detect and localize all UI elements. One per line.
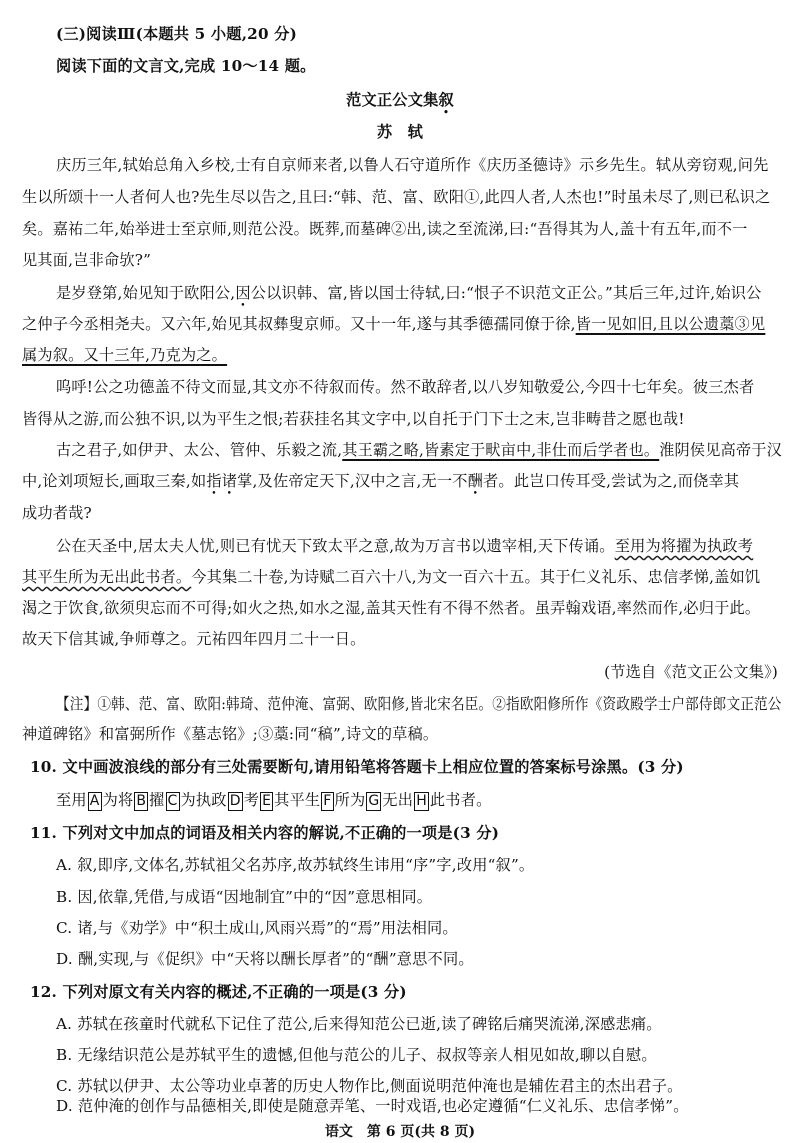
dotted-char-zhi: 指 — [206, 472, 222, 490]
p2-line1 — [56, 283, 762, 303]
wavy-line-part2: 其平生所为无出此书者。 — [22, 568, 192, 586]
dotted-char-yin: 因 — [235, 284, 251, 302]
p1-line2: 生以所颂十一人者何人也?先生尽以告之,且曰:“韩、范、富、欧阳①,此四人者,人杰也!”时虽未尽了,则已私识之 — [22, 188, 771, 206]
dotted-char-chou: 酬 — [467, 472, 484, 490]
q10-seg-7: 所为 — [334, 791, 366, 809]
q10-seg-4: 为执政 — [180, 791, 227, 809]
q10-seg-5: 考 — [243, 791, 260, 809]
answer-box-g[interactable]: G — [368, 793, 380, 809]
p4-line3: 成功者哉? — [22, 504, 92, 522]
p4-text-b: 淮阴侯见高帝于汉 — [659, 441, 782, 459]
q12-option-d: D. 范仲淹的创作与品德相关,即使是随意弄笔、一时戏语,也必定遵循“仁义礼乐、忠信孝悌”。 — [56, 1097, 689, 1115]
p4-line2 — [22, 471, 739, 491]
answer-box-f[interactable]: F — [323, 793, 332, 809]
underlined-sentence-1b: 属为叙。又十三年,乃克为之。 — [22, 346, 228, 364]
source-citation: (节选自《范文正公文集》) — [604, 663, 778, 681]
q11-stem: 11. 下列对文中加点的词语及相关内容的解说,不正确的一项是(3 分) — [30, 824, 500, 842]
q10-seg-1: 至用 — [56, 791, 87, 809]
wavy-line-part1: 至用为将擢为执政考 — [614, 537, 754, 555]
q10-answer-line — [56, 790, 491, 811]
q10-seg-6: 其平生 — [274, 791, 321, 809]
p5-text-a: 公在天圣中,居太夫人忧,则已有忧天下致太平之意,故为万言书以遗宰相,天下传诵。 — [56, 537, 615, 555]
note-line2: 神道碑铭》和富弼所作《墓志铭》;③藁:同“稿”,诗文的草稿。 — [22, 725, 439, 743]
answer-box-a[interactable]: A — [89, 793, 100, 809]
dotted-char-zhu: 诸 — [221, 472, 238, 490]
p4-text-d: 掌,及佐帝定天下,汉中之言,无一不 — [237, 472, 468, 490]
p3-line2: 皆得从之游,而公独不识,以为平生之恨;若获挂名其文字中,以自托于门下士之末,岂非畴昔之愿也哉! — [22, 410, 685, 428]
p5-line4: 故天下信其诚,争师尊之。元祐四年四月二十一日。 — [22, 630, 366, 648]
p5-text-b: 今其集二十卷,为诗赋二百六十八,为文一百六十五。其于仁义礼乐、忠信孝悌,盖如饥 — [191, 568, 761, 586]
p1-line3: 矣。嘉祐二年,始举进士至京师,则范公没。既葬,而墓碑②出,读之至流涕,曰:“吾得其为人,盖十有五年,而不一 — [22, 220, 748, 238]
p2-text-a: 是岁登第,始见知于欧阳公, — [56, 284, 236, 302]
p4-text-a: 古之君子,如伊尹、太公、管仲、乐毅之流, — [56, 441, 343, 459]
q12-option-b: B. 无缘结识范公是苏轼平生的遗憾,但他与范公的儿子、叔叔等亲人相见如故,聊以自慰。 — [56, 1046, 657, 1064]
q11-option-d: D. 酬,实现,与《促织》中“天将以酬长厚者”的“酬”意思不同。 — [56, 950, 474, 968]
answer-box-d[interactable]: D — [229, 793, 241, 809]
note-line1: 【注】①韩、范、富、欧阳:韩琦、范仲淹、富弼、欧阳修,皆北宋名臣。②指欧阳修所作《资政殿学士户部侍郎文正范公 — [56, 695, 782, 713]
q11-option-c: C. 诸,与《劝学》中“积土成山,风雨兴焉”的“焉”用法相同。 — [56, 919, 458, 937]
p2-text-c: 之仲子今丞相尧夫。又六年,始见其叔彝叟京师。又十一年,遂与其季德孺同僚于徐, — [22, 315, 576, 333]
section-instruction: 阅读下面的文言文,完成 10～14 题。 — [56, 57, 316, 75]
p2-line3 — [22, 345, 227, 365]
title-text: 范文正公文集 — [346, 91, 439, 109]
q11-option-a: A. 叙,即序,文体名,苏轼祖父名苏序,故苏轼终生讳用“序”字,改用“叙”。 — [56, 856, 535, 874]
p1-line4: 见其面,岂非命欤?” — [22, 251, 152, 269]
underlined-sentence-1a: 皆一见如旧,且以公遗藁③见 — [575, 315, 766, 333]
answer-box-e[interactable]: E — [262, 793, 272, 809]
p4-text-c: 中,论刘项短长,画取三秦,如 — [22, 472, 207, 490]
q12-option-c: C. 苏轼以伊尹、太公等功业卓著的历史人物作比,侧面说明范仲淹也是辅佐君主的杰出君子。 — [56, 1077, 683, 1095]
answer-box-c[interactable]: C — [167, 793, 178, 809]
q11-option-b: B. 因,依靠,凭借,与成语“因地制宜”中的“因”意思相同。 — [56, 888, 433, 906]
p5-line2 — [22, 567, 760, 587]
q10-seg-3: 擢 — [149, 791, 165, 809]
p5-line3: 渴之于饮食,欲须臾忘而不可得;如火之热,如水之湿,盖其天性有不得不然者。虽弄翰戏语,率然而作,必归于此。 — [22, 599, 761, 617]
q10-seg-8: 无出 — [382, 791, 414, 809]
p1-line1: 庆历三年,轼始总角入乡校,士有自京师来者,以鲁人石守道所作《庆历圣德诗》示乡先生。轼从旁窃观,问先 — [56, 156, 769, 174]
q10-seg-2: 为将 — [102, 791, 134, 809]
page-footer: 语文 第 6 页(共 8 页) — [324, 1124, 476, 1140]
p4-text-e: 者。此岂口传耳受,尝试为之,而侥幸其 — [483, 472, 740, 490]
underlined-sentence-2: 其王霸之略,皆素定于畎亩中,非仕而后学者也。 — [342, 441, 660, 459]
p4-line1 — [56, 440, 782, 460]
q12-stem: 12. 下列对原文有关内容的概述,不正确的一项是(3 分) — [30, 983, 407, 1001]
article-title — [0, 90, 800, 110]
q10-seg-9: 此书者。 — [429, 791, 492, 809]
section-heading: (三)阅读Ⅲ(本题共 5 小题,20 分) — [56, 25, 297, 43]
article-author: 苏 轼 — [376, 123, 424, 141]
title-dot-char: 叙 — [438, 91, 454, 109]
answer-box-b[interactable]: B — [136, 793, 147, 809]
answer-box-h[interactable]: H — [416, 793, 427, 809]
p2-text-b: 公以识韩、富,皆以国士待轼,曰:“恨子不识范文正公。”其后三年,过许,始识公 — [250, 284, 762, 302]
q12-option-a: A. 苏轼在孩童时代就私下记住了范公,后来得知范公已逝,读了碑铭后痛哭流涕,深感悲痛。 — [56, 1015, 662, 1033]
p2-line2 — [22, 314, 765, 334]
q10-stem: 10. 文中画波浪线的部分有三处需要断句,请用铅笔将答题卡上相应位置的答案标号涂黑。(3 分) — [30, 758, 684, 776]
p5-line1 — [56, 536, 753, 556]
p3-line1: 呜呼!公之功德盖不待文而显,其文亦不待叙而传。然不敢辞者,以八岁知敬爱公,今四十七年矣。彼三杰者 — [56, 378, 755, 396]
